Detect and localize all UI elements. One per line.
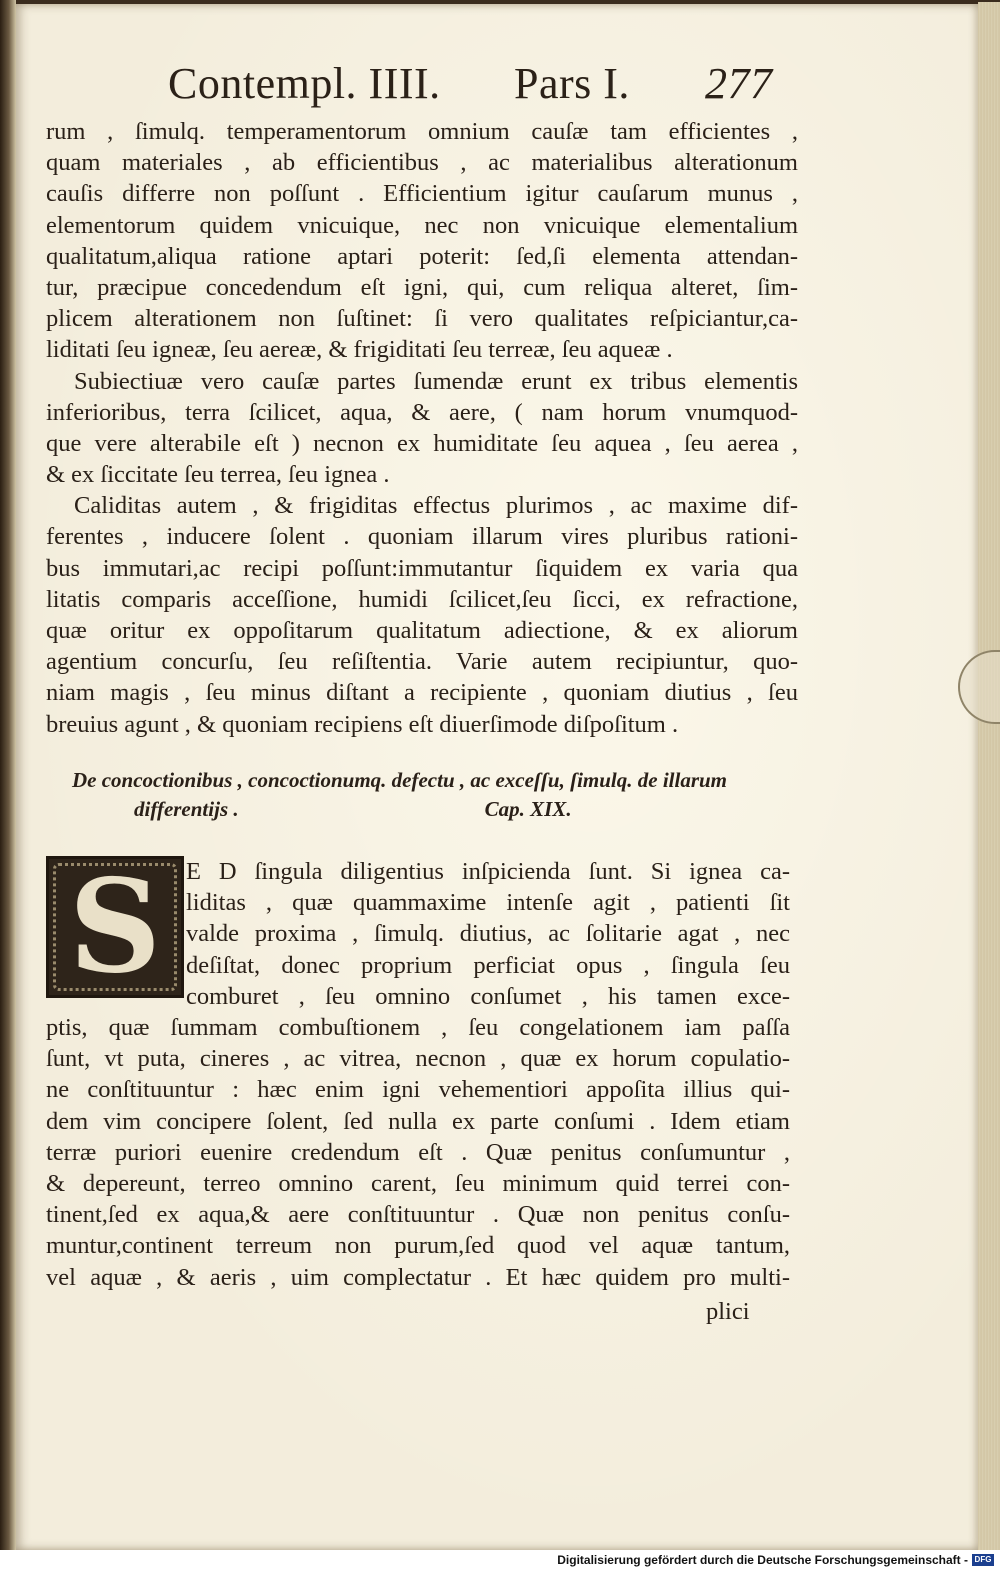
text-line: quam materiales , ab efficientibus , ac materialibus alterationum	[46, 149, 798, 177]
paragraph-3	[46, 490, 798, 740]
text-line: E D ſingula diligentius inſpicienda ſunt. Si ignea ca-	[186, 858, 790, 885]
body-text-top	[46, 116, 798, 740]
text-line: & ex ſiccitate ſeu terrea, ſeu ignea .	[46, 461, 390, 489]
text-line: deſiſtat, donec proprium perficiat opus , ſingula ſeu	[186, 951, 790, 979]
digitization-credit: Digitalisierung gefördert durch die Deutsche Forschungsgemeinschaft -	[557, 1553, 968, 1567]
paragraph-2	[46, 366, 798, 491]
text-line: agentium concurſu, ſeu reſiſtentia. Varie autem recipiuntur, quo-	[46, 648, 798, 676]
chapter-heading	[72, 766, 772, 824]
text-line: vel aquæ , & aeris , uim complectatur . Et hæc quidem pro multi-	[46, 1263, 790, 1291]
chapter-heading-subtitle: differentijs .	[134, 797, 239, 821]
paragraph-1	[46, 116, 798, 366]
page-fore-edge	[978, 2, 1000, 1550]
text-line: terræ puriori euenire credendum eſt . Quæ penitus conſumuntur ,	[46, 1138, 790, 1166]
text-line: cauſis differre non poſſunt . Efficientium igitur cauſarum munus ,	[46, 180, 798, 208]
text-line: liditas , quæ quammaxime intenſe agit , patienti ſit	[186, 889, 790, 917]
text-line: tinent,ſed ex aqua,& aere conſtituuntur . Quæ non penitus conſu-	[46, 1201, 790, 1229]
text-line: tur, præcipue concedendum eſt igni, qui, cum reliqua alteret, ſim-	[46, 273, 798, 301]
left-page-gutter	[0, 0, 16, 1572]
text-line: elementorum quidem vnicuique, nec non vnicuique elementalium	[46, 211, 798, 239]
initial-letter: S	[68, 852, 162, 1002]
text-line: muntur,continent terreum non purum,ſed quod vel aquæ tantum,	[46, 1232, 790, 1260]
chapter-opening-lines	[186, 856, 790, 1012]
text-line: que vere alterabile eſt ) necnon ex humiditate ſeu aquea , ſeu aerea ,	[46, 429, 798, 457]
text-line: quæ oritur ex oppoſitarum qualitatum adiectione, & ex aliorum	[46, 617, 798, 644]
chapter-heading-line-1: De concoctionibus , concoctionumq. defectu , ac exceſſu, ſimulq. de illarum	[72, 768, 728, 792]
text-line: ptis, quæ ſummam combuſtionem , ſeu congelationem iam paſſa	[46, 1014, 790, 1041]
dfg-logo: DFG	[972, 1554, 994, 1566]
text-line: comburet , ſeu omnino conſumet , his tamen exce-	[186, 982, 790, 1010]
text-line: rum , ſimulq. temperamentorum omnium cauſæ tam efficientes ,	[46, 118, 798, 145]
running-head-title: Contempl. IIII.	[168, 59, 441, 108]
text-line: niam magis , ſeu minus diſtant a recipiente , quoniam diutius , ſeu	[46, 679, 798, 707]
running-head	[168, 58, 788, 114]
running-head-pars: Pars I.	[514, 59, 630, 108]
page-number: 277	[705, 59, 773, 108]
text-line: Caliditas autem , & frigiditas effectus plurimos , ac maxime dif-	[74, 492, 798, 520]
chapter-body-text	[46, 1012, 790, 1293]
text-line: bus immutari,ac recipi poſſunt:immutantur ſiquidem ex varia qua	[46, 554, 798, 582]
text-line: ferentes , inducere ſolent . quoniam illarum vires pluribus rationi-	[46, 523, 798, 551]
text-line: ne conſtituuntur : hæc enim igni vehementiori appoſita illius qui-	[46, 1076, 790, 1104]
text-line: valde proxima , ſimulq. diutius, ac ſolitarie agat , nec	[186, 920, 790, 948]
text-line: qualitatum,aliqua ratione aptari poterit: ſed,ſi elementa attendan-	[46, 242, 798, 270]
text-line: & depereunt, terreo omnino carent, ſeu minimum quid terrei con-	[46, 1169, 790, 1197]
catchword: plici	[706, 1298, 750, 1325]
text-line: liditati ſeu igneæ, ſeu aereæ, & frigiditati ſeu terreæ, ſeu aqueæ .	[46, 336, 673, 364]
text-line: ſunt, vt puta, cineres , ac vitrea, necnon , quæ ex horum copulatio-	[46, 1045, 790, 1073]
chapter-heading-line-2	[72, 795, 772, 824]
text-line: Subiectiuæ vero cauſæ partes ſumendæ erunt ex tribus elementis	[74, 367, 798, 395]
text-line: dem vim concipere ſolent, ſed nulla ex parte conſumi . Idem etiam	[46, 1107, 790, 1135]
chapter-number: Cap. XIX.	[484, 797, 572, 821]
text-line: breuius agunt , & quoniam recipiens eſt diuerſimode diſpoſitum .	[46, 710, 679, 738]
ornamental-initial	[46, 852, 184, 1002]
text-line: inferioribus, terra ſcilicet, aqua, & aere, ( nam horum vnumquod-	[46, 398, 798, 426]
text-line: litatis comparis acceſſione, humidi ſcilicet,ſeu ſicci, ex refractione,	[46, 585, 798, 613]
text-line: plicem alterationem non ſuſtinet: ſi vero qualitates reſpiciantur,ca-	[46, 305, 798, 333]
